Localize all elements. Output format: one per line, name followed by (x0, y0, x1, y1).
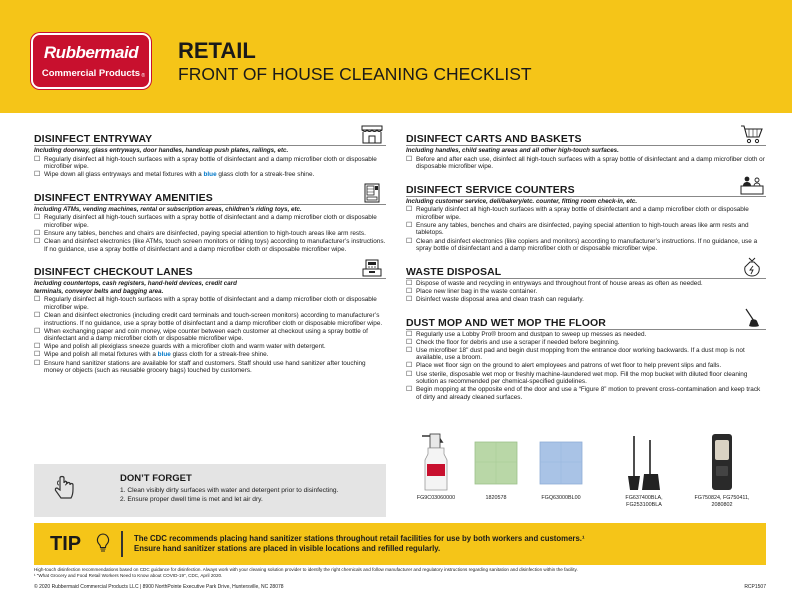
checklist-item (406, 331, 766, 339)
section-title: DISINFECT CHECKOUT LANES (34, 266, 193, 279)
item-text: Place wet floor sign on the ground to alert employees and patrons of wet floor to help prevent slips and falls. (416, 362, 722, 370)
tip-line-1: The CDC recommends placing hand sanitizer stations throughout retail facilities for use by both workers and customers.¹ (134, 534, 585, 543)
tip-divider (121, 531, 123, 557)
copyright-text: © 2020 Rubbermaid Commercial Products LLC | 8900 NorthPointe Executive Park Drive, Huntersville, NC 28078 (34, 584, 284, 590)
tip-text (134, 534, 585, 554)
lobby-pro-broom-dustpan-icon (624, 432, 664, 494)
section-disinfect-carts (406, 124, 766, 171)
dont-forget-title: DON’T FORGET (120, 473, 192, 484)
waste-bag-icon (740, 257, 764, 277)
section-header (406, 124, 766, 146)
checkbox-icon: ☐ (406, 237, 413, 245)
checklist-item (34, 312, 386, 327)
checkbox-icon: ☐ (34, 171, 41, 179)
item-text: Check the floor for debris and use a scraper if needed before beginning. (416, 338, 620, 346)
checkbox-icon: ☐ (34, 155, 41, 163)
section-header (34, 124, 386, 146)
checklist-item (406, 296, 766, 304)
checkbox-icon: ☐ (406, 221, 413, 229)
item-text-post: glass cloth for a streak-free shine. (216, 171, 315, 179)
item-text: Ensure any tables, benches and chairs are disinfected, paying special attention to high-touch areas like arm rests and tabletops. (416, 221, 749, 237)
item-text: Dispose of waste and recycling in entryways and throughout front of house areas as often as needed. (416, 279, 703, 287)
mop-icon (740, 308, 764, 328)
footer-bar (34, 584, 766, 590)
item-text: Place new liner bag in the waste container. (416, 287, 538, 295)
checklist-item (34, 360, 386, 375)
product-item (466, 432, 526, 502)
checkbox-icon: ☐ (406, 206, 413, 214)
product-code: 1820578 (485, 495, 507, 501)
section-disinfect-entryway (34, 124, 386, 179)
spray-bottle-icon (416, 432, 456, 494)
section-subtitle: Including handles, child seating areas and all other high-touch surfaces. (406, 147, 619, 154)
service-counter-icon (740, 175, 764, 195)
logo-subtitle: Commercial Products (41, 68, 141, 79)
shopping-cart-icon (740, 124, 764, 144)
section-title: DISINFECT ENTRYWAY AMENITIES (34, 191, 213, 204)
section-title: WASTE DISPOSAL (406, 265, 502, 278)
footnote-reference: ¹ “What Grocery and Food Retail Workers Need to Know about COVID-19”, CDC, April 2020. (34, 573, 223, 578)
section-header (34, 183, 386, 205)
checkbox-icon: ☐ (406, 330, 413, 338)
checklist-item (406, 280, 766, 288)
checklist-item (34, 238, 386, 253)
logo-registered-mark: ® (141, 73, 145, 79)
section-header (406, 175, 766, 197)
item-text (44, 351, 269, 359)
blue-glass-cloth-icon (538, 432, 584, 494)
left-column (34, 124, 386, 379)
item-text: Clean and disinfect electronics (like copiers and monitors) according to manufacturer’s instructions. If no guidance, use a spray bottle of disinfectant and a damp microfiber cloth or disposable microfiber wipe. (416, 237, 758, 253)
item-text: Clean and disinfect electronics (including credit card terminals and touch-screen monitors) according to manufacturer’s instructions. If no guidance, use a spray bottle of disinfectant and a damp microfiber cloth or disposable microfiber wipe. (44, 311, 383, 327)
checkbox-icon: ☐ (34, 351, 41, 359)
footnote-disclaimer: High-touch disinfection recommendations based on CDC guidance for disinfection. Always work with your cleaning solution provider to identify the right chemicals and follow manufacturer and regulatory instructions regarding sanitation and disinfection within the facility. (34, 567, 578, 572)
dont-forget-item: 2. Ensure proper dwell time is met and let air dry. (120, 495, 263, 503)
item-text: Use microfiber 18" dust pad and begin dust mopping from the entrance door working backwards. If a dust mop is not available, use a broom. (416, 346, 745, 362)
item-text: Ensure any tables, benches and chairs are disinfected, paying special attention to high-touch areas like arm rests. (44, 229, 366, 237)
green-microfiber-cloth-icon (473, 432, 519, 494)
product-item (692, 432, 752, 508)
checkbox-icon: ☐ (406, 287, 413, 295)
item-text: Disinfect waste disposal area and clean trash can regularly. (416, 295, 584, 303)
checkbox-icon: ☐ (34, 238, 41, 246)
checkbox-icon: ☐ (34, 229, 41, 237)
tip-line-2: Ensure hand sanitizer stations are placed in visible locations and refilled regularly. (134, 544, 441, 553)
item-text: Regularly disinfect all high-touch surfaces with a spray bottle of disinfectant and a damp microfiber cloth or disposable microfiber wipe. (44, 155, 377, 171)
item-text: Clean and disinfect electronics (like ATMs, touch screen monitors or riding toys) according to manufacturer’s instructions. If no guidance, use a spray bottle of disinfectant and a damp microfiber cloth or disposable microfiber wipe. (44, 238, 386, 253)
section-subtitle: Including customer service, deli/bakery/etc. counter, fitting room check-in, etc. (406, 197, 638, 205)
checklist-item (406, 371, 766, 386)
product-code: FG9C03060000 (416, 495, 456, 501)
section-subtitle: Including doorway, glass entryways, door handles, handicap push plates, railings, etc. (34, 147, 289, 154)
checklist-item (406, 238, 766, 253)
checklist-item (406, 339, 766, 347)
section-header (406, 257, 766, 279)
section-header (406, 308, 766, 330)
blue-highlight: blue (203, 171, 217, 179)
item-text-pre: Wipe down all glass entryways and metal fixtures with a (44, 171, 204, 179)
lightbulb-icon (96, 533, 110, 553)
product-item (406, 432, 466, 502)
finger-reminder-icon (47, 474, 79, 506)
checklist-item (406, 362, 766, 370)
checkbox-icon: ☐ (34, 343, 41, 351)
checkbox-icon: ☐ (34, 359, 41, 367)
checklist-item (34, 343, 386, 351)
section-disinfect-checkout (34, 257, 386, 374)
section-title: DISINFECT ENTRYWAY (34, 133, 153, 145)
item-text-pre: Wipe and polish all metal fixtures with a (44, 351, 158, 359)
item-text: Before and after each use, disinfect all high-touch surfaces with a spray bottle of disinfectant and a damp microfiber cloth or disposable microfiber wipe. (416, 155, 765, 171)
rubbermaid-logo (31, 33, 151, 89)
checklist-item (406, 386, 766, 401)
item-text: When exchanging paper and coin money, wipe counter between each customer at checkout using a spray bottle of disinfectant and a damp microfiber cloth or disposable microfiber wipe. (44, 327, 368, 343)
vending-machine-icon (360, 183, 384, 203)
section-title: DUST MOP AND WET MOP THE FLOOR (406, 316, 606, 329)
item-text-post: glass cloth for a streak-free shine. (170, 351, 269, 359)
item-text: Ensure hand sanitizer stations are available for staff and customers. Staff should use hand sanitizer after touching money or objects (such as reusable grocery bags) touched by customers. (44, 359, 366, 375)
checklist-item (406, 288, 766, 296)
checkbox-icon: ☐ (406, 295, 413, 303)
product-images-row (406, 432, 766, 520)
product-code: FG637400BLA, FG253100BLA (625, 495, 663, 508)
page-title: RETAIL (178, 38, 256, 63)
product-item (614, 432, 674, 508)
right-column (406, 124, 766, 405)
section-disinfect-amenities (34, 183, 386, 253)
checkbox-icon: ☐ (406, 279, 413, 287)
section-subtitle: Including ATMs, vending machines, rental or subscription areas, children’s riding toys, etc. (34, 205, 302, 213)
item-text: Regularly disinfect all high-touch surfaces with a spray bottle of disinfectant and a damp microfiber cloth or disposable microfiber wipe. (44, 214, 377, 229)
blue-highlight: blue (157, 351, 171, 359)
product-code: FG750824, FG750411, 2080802 (694, 495, 750, 508)
logo-wordmark: Rubbermaid (43, 43, 139, 62)
section-title: DISINFECT SERVICE COUNTERS (406, 183, 575, 196)
item-text: Regularly use a Lobby Pro® broom and dustpan to sweep up messes as needed. (416, 330, 647, 338)
checkbox-icon: ☐ (406, 370, 413, 378)
section-dust-wet-mop (406, 308, 766, 402)
product-item (531, 432, 591, 502)
checkbox-icon: ☐ (406, 362, 413, 370)
item-text: Regularly disinfect all high-touch surfaces with a spray bottle of disinfectant and a damp microfiber cloth or disposable microfiber wipe. (416, 206, 749, 221)
checkbox-icon: ☐ (406, 338, 413, 346)
checklist-item (34, 296, 386, 311)
cash-register-icon (360, 257, 384, 277)
checkbox-icon: ☐ (406, 386, 413, 394)
checklist-item (34, 328, 386, 343)
checkbox-icon: ☐ (34, 296, 41, 304)
checklist-item (34, 214, 386, 229)
checkbox-icon: ☐ (406, 155, 413, 163)
item-text: Begin mopping at the opposite end of the door and use a “Figure 8” motion to prevent cross-contamination and keep track of dirty and already cleaned surfaces. (416, 386, 761, 401)
checklist-item (406, 156, 766, 171)
checkbox-icon: ☐ (34, 327, 41, 335)
item-text: Use sterile, disposable wet mop or freshly machine-laundered wet mop. Fill the mop bucket with diluted floor cleaning solution as recommended per chemical-specified guidelines. (416, 370, 748, 386)
checkbox-icon: ☐ (406, 346, 413, 354)
section-disinfect-service-counters (406, 175, 766, 253)
document-code: RCP1507 (744, 584, 766, 590)
dont-forget-box (34, 464, 386, 517)
checklist-item (34, 351, 386, 359)
footnotes (34, 567, 766, 579)
checklist-item (406, 347, 766, 362)
item-text: Wipe and polish all plexiglass sneeze guards with a microfiber cloth and warm water with detergent. (44, 343, 326, 351)
checklist-item (406, 206, 766, 221)
product-code: FGQ63000BL00 (541, 495, 581, 501)
item-text: Regularly disinfect all high-touch surfaces with a spray bottle of disinfectant and a damp microfiber cloth or disposable microfiber wipe. (44, 296, 377, 311)
section-title: DISINFECT CARTS AND BASKETS (406, 133, 582, 145)
page-subtitle: FRONT OF HOUSE CLEANING CHECKLIST (178, 64, 532, 84)
header-banner (0, 0, 792, 113)
section-subtitle: Including countertops, cash registers, hand-held devices, credit card terminals, conveyor belts and bagging area. (34, 280, 237, 295)
section-waste-disposal (406, 257, 766, 304)
checkbox-icon: ☐ (34, 214, 41, 222)
hand-sanitizer-station-icon (702, 432, 742, 494)
checklist-item (406, 222, 766, 237)
item-text (44, 171, 314, 179)
checklist-item (34, 230, 386, 238)
tip-banner (34, 523, 766, 565)
tip-label: TIP (50, 533, 82, 555)
storefront-icon (360, 124, 384, 144)
checklist-item (34, 171, 386, 179)
checklist-item (34, 156, 386, 171)
dont-forget-item: 1. Clean visibly dirty surfaces with water and detergent prior to disinfecting. (120, 487, 339, 494)
section-header (34, 257, 386, 279)
checkbox-icon: ☐ (34, 311, 41, 319)
